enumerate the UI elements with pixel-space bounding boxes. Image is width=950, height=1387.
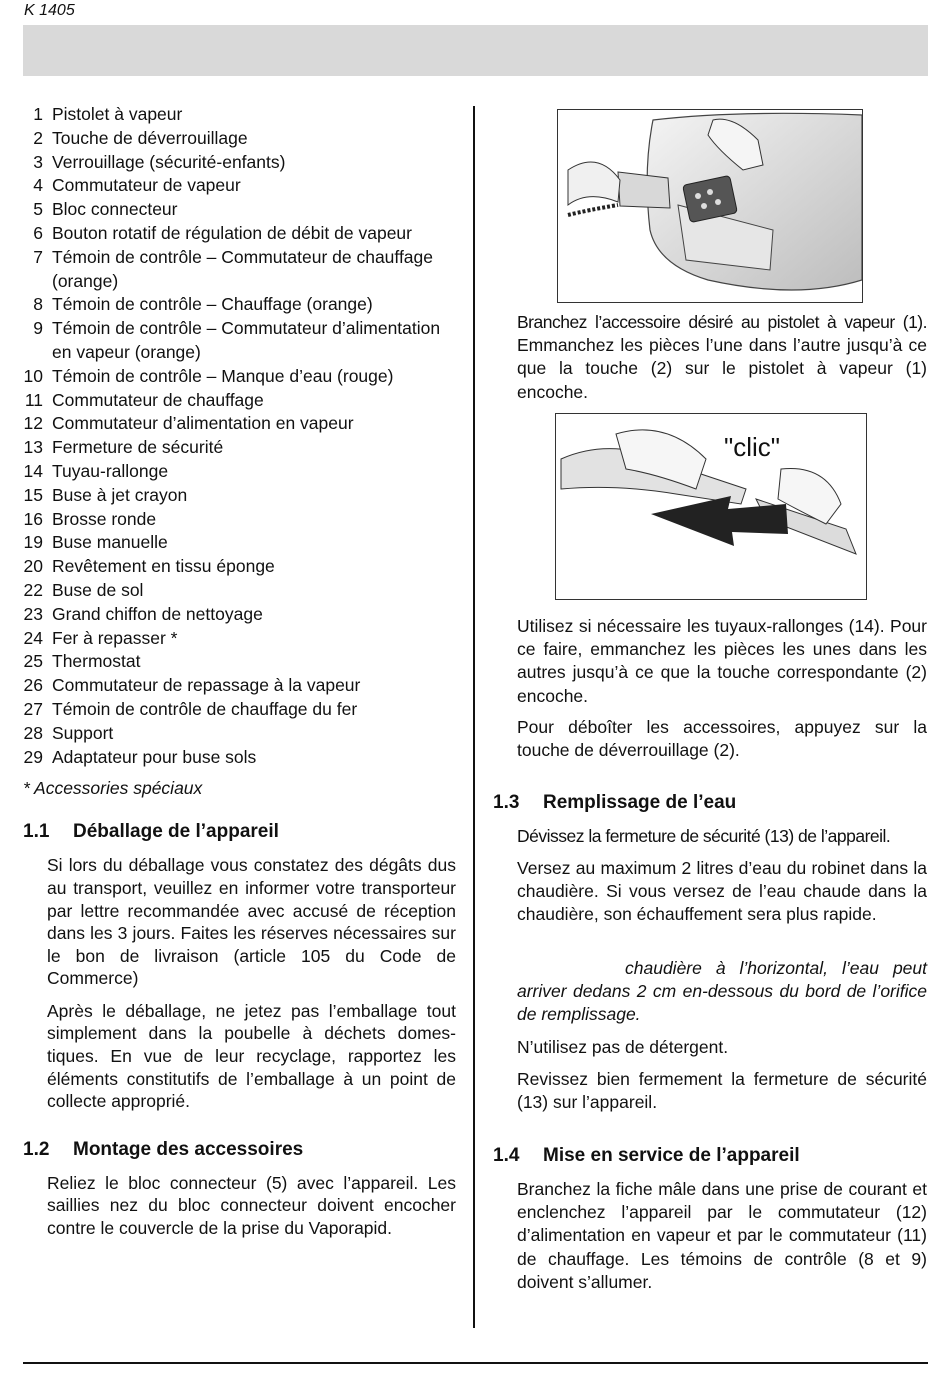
part-list-item [23, 317, 456, 365]
part-list-item [23, 698, 456, 722]
part-list-item [23, 389, 456, 413]
part-number: 13 [23, 437, 43, 458]
part-list-item [23, 103, 456, 127]
part-label: Témoin de contrôle – Chauffage (orange) [52, 294, 373, 315]
part-number: 28 [23, 722, 43, 743]
part-number: 8 [33, 294, 43, 315]
part-list-item [23, 222, 456, 246]
section-title: Mise en service de l’appareil [543, 1145, 800, 1166]
section-title: Déballage de l’appareil [73, 821, 279, 843]
part-number: 6 [33, 222, 43, 243]
part-number: 2 [33, 127, 43, 148]
part-number: 19 [23, 532, 43, 553]
part-label: Pistolet à vapeur [52, 104, 183, 124]
parts-list [23, 103, 456, 769]
part-label: Touche de déverrouillage [52, 127, 248, 148]
part-number: 14 [23, 460, 43, 481]
part-number: 7 [33, 246, 43, 267]
part-label: Témoin de contrôle – Commutateur de chauffage (orange) [52, 246, 434, 291]
part-list-item [23, 674, 456, 698]
part-list-item [23, 293, 456, 317]
part-list-item [23, 151, 456, 175]
part-label: Témoin de contrôle – Commutateur d’alimentation en vapeur (orange) [52, 318, 441, 362]
part-label: Fermeture de sécurité [52, 437, 224, 458]
part-list-item [23, 365, 456, 389]
footer-rule [23, 1362, 928, 1364]
part-number: 24 [23, 627, 43, 648]
section-number: 1.4 [493, 1145, 520, 1166]
part-label: Témoin de contrôle de chauffage du fer [52, 698, 358, 719]
paragraph-no-detergent: N’utilisez pas de détergent. [517, 1037, 729, 1057]
section-number: 1.1 [23, 821, 50, 843]
paragraph-start-appliance: Branchez la fiche mâle dans une prise de courant et enclenchez l’appareil par le commutateur (12) d’alimentation en vapeur et par le commutateur (11) de chauffage. Les témoins de contrôle (8 et 9) doivent s’allumer. [517, 1179, 927, 1292]
part-label: Verrouillage (sécurité-enfants) [52, 151, 286, 172]
part-list-item [23, 722, 456, 746]
part-label: Bloc connecteur [52, 199, 178, 220]
part-label: Fer à repasser * [52, 627, 178, 648]
paragraph-fill-water: Versez au maximum 2 litres d’eau du robinet dans la chaudière. Si vous versez de l’eau chaude dans la chaudière, son échauffement sera plus rapide. [517, 858, 927, 925]
part-number: 22 [23, 579, 43, 600]
part-list-item [23, 436, 456, 460]
figure-connector [557, 109, 863, 303]
part-label: Grand chiffon de nettoyage [52, 603, 263, 624]
part-label: Buse de sol [52, 579, 144, 600]
part-number: 10 [23, 365, 43, 386]
section-heading-1-1 [23, 819, 456, 845]
part-number: 15 [23, 484, 43, 505]
text-insert: Emmanchez les pièces l’une dans l’autre jusqu’à ce que la touche (2) sur le pistolet à vapeur (1) encoche. [517, 335, 927, 402]
part-label: Commutateur de repassage à la vapeur [52, 675, 361, 696]
part-list-item [23, 531, 456, 555]
part-list-item [23, 246, 456, 294]
part-list-item [23, 746, 456, 770]
left-column [23, 103, 456, 1240]
part-label: Adaptateur pour buse sols [52, 746, 257, 767]
part-number: 27 [23, 698, 43, 719]
part-list-item [23, 412, 456, 436]
part-list-item [23, 174, 456, 198]
part-list-item [23, 127, 456, 151]
paragraph-connector: Reliez le bloc connecteur (5) avec l’appareil. Les saillies nez du bloc connecteur doivent encocher contre le couvercle de la prise du Vaporapid. [47, 1172, 456, 1239]
part-number: 3 [33, 151, 43, 172]
part-number: 12 [23, 413, 43, 434]
part-label: Tuyau-rallonge [52, 460, 169, 481]
part-label: Brosse ronde [52, 508, 157, 529]
paragraph-water-level-note: chaudière à l’horizontal, l’eau peut arriver dedans 2 cm en-dessous du bord de l’orifice de remplissage. [517, 958, 927, 1025]
figure-clic-label: "clic" [724, 432, 781, 462]
part-label: Buse manuelle [52, 532, 168, 553]
part-number: 1 [33, 104, 43, 124]
part-list-item [23, 484, 456, 508]
part-number: 11 [24, 389, 43, 410]
part-number: 25 [23, 651, 43, 672]
paragraph-unpacking-damage: Si lors du déballage vous constatez des dégâts dus au transport, veuillez en informer votre transporteur par lettre recommandée avec accusé de réception dans les 3 jours. Faites les réserves nécessaires sur le bon de livraison (article 105 du Code de Commerce) [47, 855, 456, 989]
paragraph-unpacking-recycling: Après le déballage, ne jetez pas l’emballage tout simplement dans la poubelle à déchets domes-tiques. En vue de leur recyclage, rapportez les éléments constitutifs de l’emballage à un point de collecte approprié. [47, 1000, 456, 1112]
part-list-item [23, 198, 456, 222]
part-label: Bouton rotatif de régulation de débit de vapeur [52, 222, 412, 243]
part-label: Thermostat [52, 651, 141, 672]
accessories-note: * Accessories spéciaux [23, 778, 203, 799]
paragraph-extension-tubes: Utilisez si nécessaire les tuyaux-rallonges (14). Pour ce faire, emmanchez les pièces les unes dans les autres jusqu’à ce que la touche correspondante (2) encoche. [517, 616, 927, 706]
model-number: K 1405 [24, 2, 75, 19]
part-label: Témoin de contrôle – Manque d’eau (rouge) [52, 365, 394, 386]
section-number: 1.2 [23, 1138, 50, 1160]
part-list-item [23, 650, 456, 674]
section-title: Remplissage de l’eau [543, 792, 737, 813]
section-heading-1-2 [23, 1137, 456, 1163]
part-label: Commutateur d’alimentation en vapeur [52, 413, 354, 434]
part-number: 23 [23, 603, 43, 624]
part-label: Support [52, 722, 114, 743]
part-list-item [23, 555, 456, 579]
column-divider [473, 106, 475, 1328]
part-number: 5 [33, 199, 43, 220]
part-number: 16 [23, 508, 43, 529]
part-list-item [23, 460, 456, 484]
part-list-item [23, 579, 456, 603]
paragraph-attach-accessory [517, 311, 927, 404]
paragraph-detach: Pour déboîter les accessoires, appuyez sur la touche de déverrouillage (2). [517, 717, 927, 761]
part-list-item [23, 508, 456, 532]
section-title: Montage des accessoires [73, 1138, 304, 1160]
part-number: 9 [33, 318, 43, 339]
part-list-item [23, 603, 456, 627]
text-attach: Branchez l’accessoire désiré au pistolet à vapeur (1). [517, 312, 927, 332]
section-heading-1-3 [493, 790, 927, 816]
part-list-item [23, 627, 456, 651]
part-label: Commutateur de vapeur [52, 175, 241, 196]
paragraph-screw-cap: Revissez bien fermement la fermeture de sécurité (13) sur l’appareil. [517, 1069, 927, 1113]
section-heading-1-4 [493, 1143, 927, 1169]
paragraph-unscrew-cap: Dévissez la fermeture de sécurité (13) de l’appareil. [517, 826, 891, 846]
header-bar [23, 25, 928, 76]
part-number: 20 [23, 556, 43, 577]
part-number: 26 [23, 675, 43, 696]
part-label: Commutateur de chauffage [52, 389, 264, 410]
part-number: 4 [33, 175, 43, 196]
part-label: Buse à jet crayon [52, 484, 188, 505]
part-label: Revêtement en tissu éponge [52, 556, 275, 577]
part-number: 29 [23, 746, 43, 767]
section-number: 1.3 [493, 792, 520, 813]
figure-clic [555, 413, 867, 600]
